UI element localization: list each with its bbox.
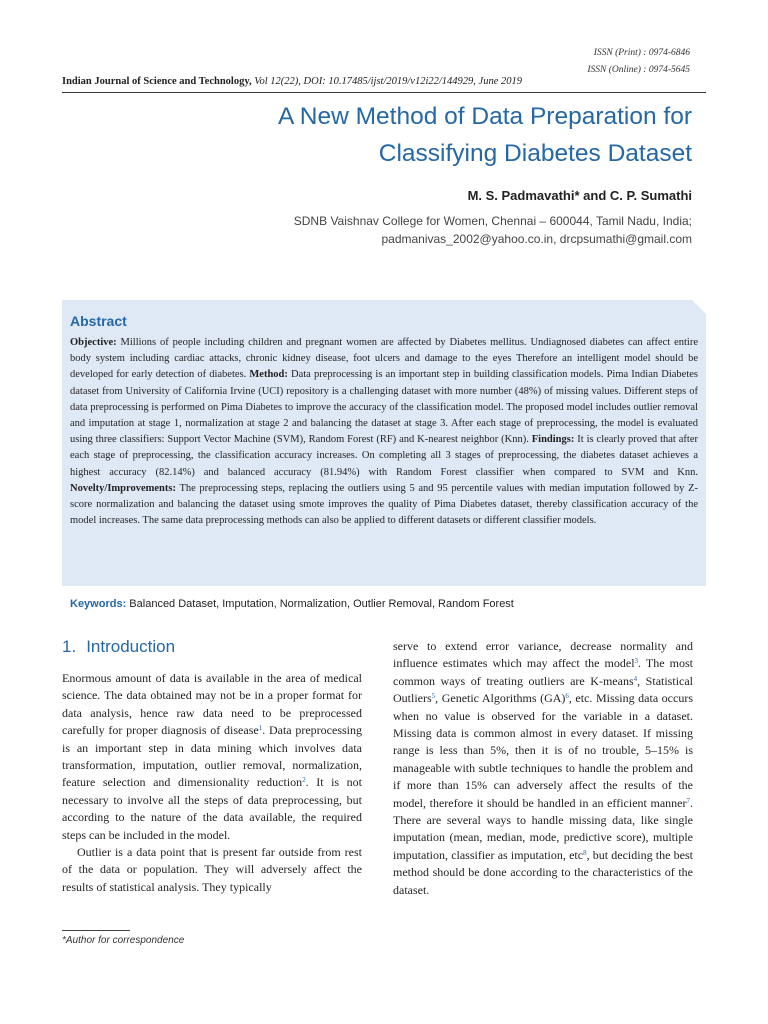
header-divider xyxy=(62,92,706,93)
journal-details: Vol 12(22), DOI: 10.17485/ijst/2019/v12i22/144929, June 2019 xyxy=(251,76,522,87)
intro-paragraph-2: Outlier is a data point that is present far outside from rest of the data or population. They will adversely affect the results of statistical analysis. They typically xyxy=(62,845,362,894)
text-run: , etc. Missing data occurs when no value is observed for the variable in a dataset. Missing data is common almost in every dataset. If missing range is less than 5%, then it is of no trouble, 5–15% is manageable with subtle techniques to handle the problem and if more than 15% can adversely affect the results of the model, therefore it should be handled in an efficient manner xyxy=(393,691,693,810)
keywords-text: Balanced Dataset, Imputation, Normalization, Outlier Removal, Random Forest xyxy=(126,598,514,610)
text-run: . It is not necessary to involve all the steps of data preprocessing, but according to the nature of the data available, the required steps can be included in the model. xyxy=(62,775,362,842)
abstract-body xyxy=(70,335,698,529)
text-run: . The most common ways of treating outliers are K-means xyxy=(393,656,693,688)
novelty-label: Novelty/Improvements: xyxy=(70,482,176,494)
text-run: . Data preprocessing is an important step in data mining which involves data transformation, imputation, outlier removal, normalization, feature selection and dimensionality reduction xyxy=(62,723,363,790)
abstract-heading: Abstract xyxy=(70,313,127,329)
intro-paragraph-continued xyxy=(393,638,693,899)
footnote-divider xyxy=(62,930,130,931)
journal-name: Indian Journal of Science and Technology, xyxy=(62,76,252,87)
section-number: 1. xyxy=(62,637,77,656)
method-label: Method: xyxy=(249,369,288,381)
keywords xyxy=(70,598,514,610)
title-line-1: A New Method of Data Preparation for xyxy=(278,103,692,130)
journal-citation xyxy=(62,76,522,87)
intro-right-column xyxy=(393,638,693,899)
footnote: *Author for correspondence xyxy=(62,935,185,946)
text-run: , but deciding the best method should be done according to the characteristics of the dataset. xyxy=(393,847,693,897)
citation-ref[interactable]: 8 xyxy=(583,848,587,857)
section-title: Introduction xyxy=(86,637,176,656)
paper-title xyxy=(278,98,692,172)
citation-ref[interactable]: 1 xyxy=(258,724,263,733)
citation-ref[interactable]: 3 xyxy=(634,657,639,666)
novelty-text: The preprocessing steps, replacing the outliers using 5 and 95 percentile values with median imputation followed by Z-score normalization and balancing the dataset using smote improves the quality of Pima Diabetes dataset, thereby classification accuracy of the model increases. The same data preprocessing methods can also be applied to different datasets or different classifier models. xyxy=(70,482,698,527)
abstract-box-corner xyxy=(692,300,706,314)
issn-block xyxy=(587,45,690,78)
text-run: . There are several ways to handle missing data, like single imputation (mean, median, mode, predictive score), multiple imputation, classifier as imputation, etc xyxy=(393,795,693,862)
findings-label: Findings: xyxy=(531,434,575,446)
intro-paragraph-1 xyxy=(62,670,362,844)
issn-print: ISSN (Print) : 0974-6846 xyxy=(593,48,690,58)
findings-text: It is clearly proved that after each stage of preprocessing, the classification accuracy increases. On completing all 3 stages of preprocessing, the diabetes dataset achieves a highest accuracy (82.14%) and balanced accuracy (81.94%) with Random Forest classifier when compared to SVM and Knn. xyxy=(70,434,698,478)
text-run: , Genetic Algorithms (GA) xyxy=(435,691,566,706)
affiliation xyxy=(294,212,692,248)
abstract-box xyxy=(62,300,706,586)
issn-online: ISSN (Online) : 0974-5645 xyxy=(587,64,690,75)
citation-ref[interactable]: 7 xyxy=(686,796,690,805)
objective-text: Millions of people including children and pregnant women are affected by Diabetes mellitus. Undiagnosed diabetes can affect entire body system including cardiac attacks, chronic kidney disease, foot ulcers and damage to the eyes Therefore an intelligent model should be developed for early detection of diabetes. xyxy=(70,337,698,381)
keywords-label: Keywords: xyxy=(70,598,127,610)
text-run: serve to extend error variance, decrease normality and influence estimates which may affect the model xyxy=(393,639,693,671)
citation-ref[interactable]: 2 xyxy=(302,776,306,785)
authors: M. S. Padmavathi* and C. P. Sumathi xyxy=(467,188,692,203)
text-run: Enormous amount of data is available in the area of medical science. The data obtained may not be in a proper format for data analysis, hence raw data need to be preprocessed carefully for proper diagnosis of disease xyxy=(62,671,362,738)
affiliation-line-1: SDNB Vaishnav College for Women, Chennai – 600044, Tamil Nadu, India; xyxy=(293,214,692,228)
citation-ref[interactable]: 5 xyxy=(431,692,436,701)
citation-ref[interactable]: 4 xyxy=(633,674,638,683)
method-text: Data preprocessing is an important step in building classification models. Pima Indian Diabetes dataset from University of California Irvine (UCI) repository is a challenging dataset with more number (48%) of missing values. Different steps of data preprocessing is performed on Pima Diabetes to improve the accuracy of the classification model. The proposed model includes outlier removal and imputation at stage 1, normalization at stage 2 and balancing the dataset at stage 3. After each stage of preprocessing, the model is evaluated using three classifiers: Support Vector Machine (SVM), Random Forest (RF) and K-nearest neighbor (Knn). xyxy=(70,369,698,446)
affiliation-emails: padmanivas_2002@yahoo.co.in, drcpsumathi@gmail.com xyxy=(381,232,692,246)
intro-left-column xyxy=(62,670,362,896)
text-run: , Statistical Outliers xyxy=(393,673,694,706)
objective-label: Objective: xyxy=(70,337,117,348)
title-line-2: Classifying Diabetes Dataset xyxy=(378,140,692,167)
citation-ref[interactable]: 6 xyxy=(565,692,569,701)
section-heading-introduction xyxy=(62,637,185,657)
